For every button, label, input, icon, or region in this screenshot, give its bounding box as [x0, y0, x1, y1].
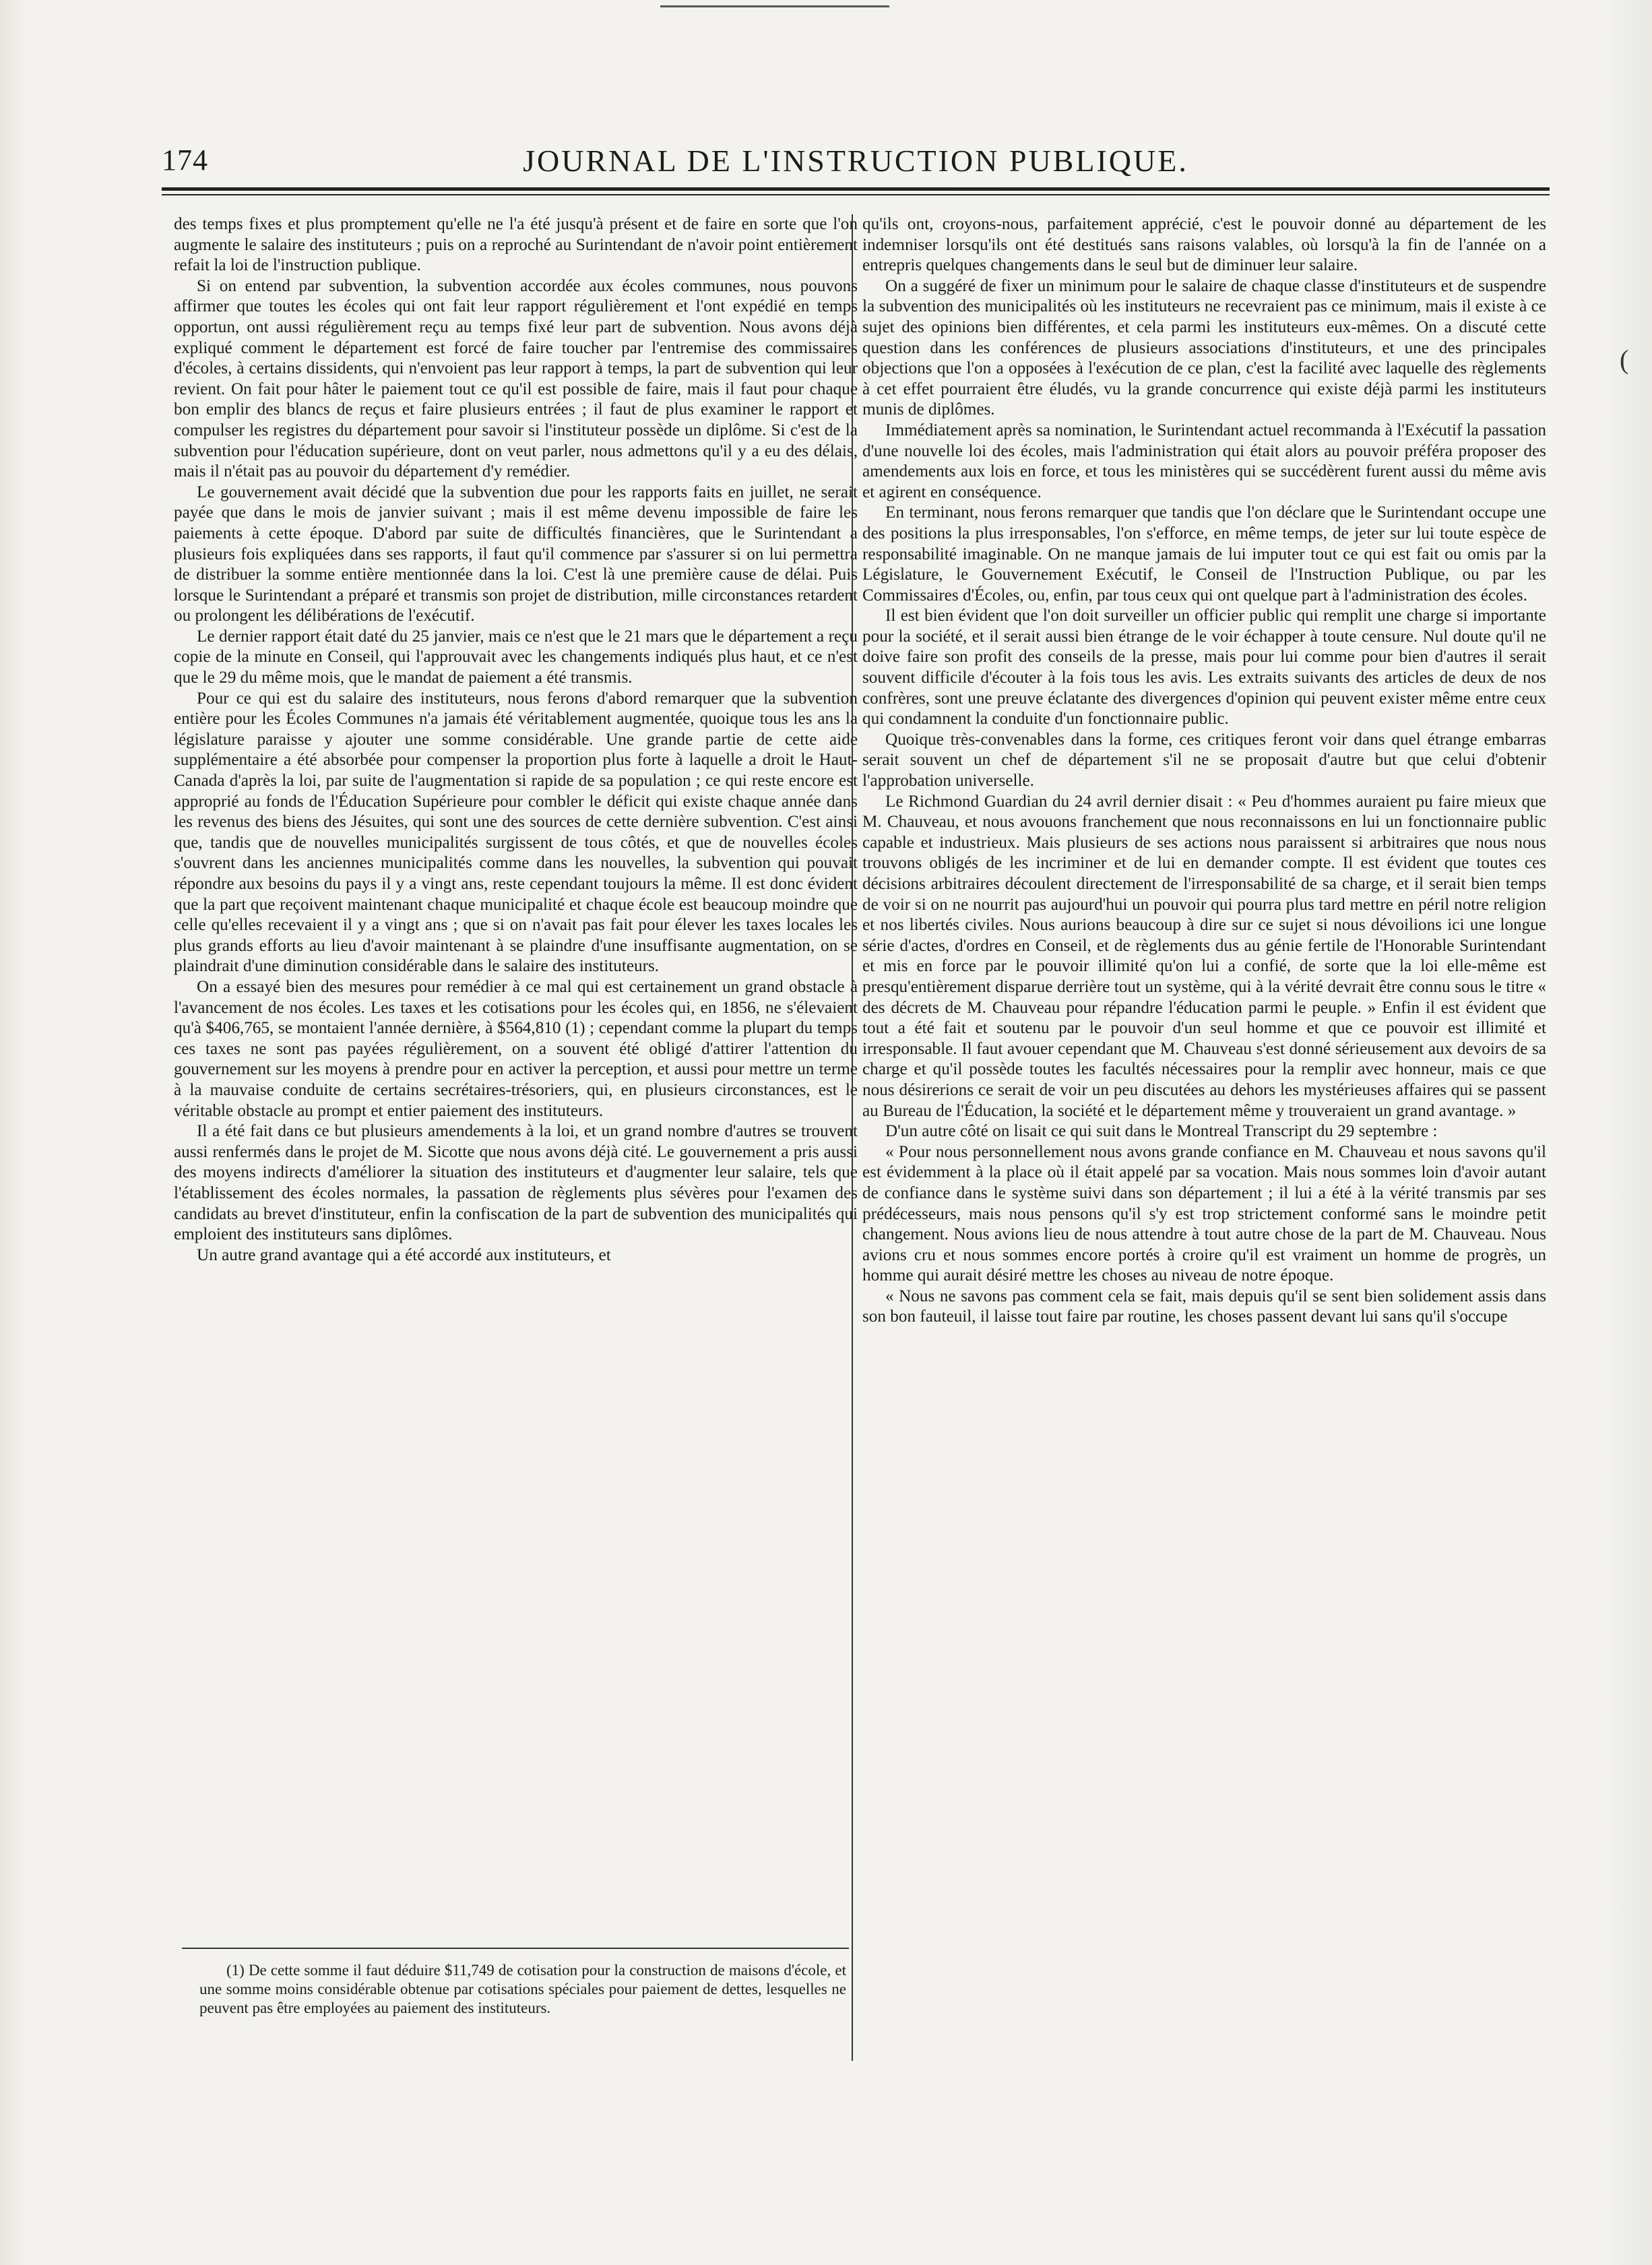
paragraph: Il est bien évident que l'on doit surveiller un officier public qui remplit une charge si importante pour la société, et il serait aussi bien étrange de le voir échapper à toute censure. Nul doute qu'il ne doive faire son profit des conseils de la presse, mais pour lui comme pour bien d'autres il serait souvent difficile d'écouter à la fois tous les avis. Les extraits suivants des articles de deux de nos confrères, sont une preuve éclatante des divergences d'opinion qui peuvent exister même entre ceux qui condamnent la conduite d'un fonctionnaire public. [862, 607, 1546, 728]
paragraph: Le dernier rapport était daté du 25 janvier, mais ce n'est que le 21 mars que le département a reçu copie de la minute en Conseil, qui l'approuvait avec les changements indiqués plus haut, et ce n'est que le 29 du même mois, que le mandat de paiement a été transmis. [174, 627, 858, 687]
footnote: (1) De cette somme il faut déduire $11,749 de cotisation pour la construction de maisons d'école, et une somme moins considérable obtenue par cotisations spéciales pour paiement de dettes, lesquelles ne peuvent pas être employées au paiement des instituteurs. [199, 1962, 846, 2016]
paragraph: D'un autre côté on lisait ce qui suit dans le Montreal Transcript du 29 septembre : [885, 1122, 1438, 1141]
header-double-rule [162, 187, 1550, 195]
paragraph: On a suggéré de fixer un minimum pour le salaire de chaque classe d'instituteurs et de suspendre la subvention des municipalités où les instituteurs ne recevraient pas ce minimum, mais il existe à ce sujet des opinions bien différentes, et cela parmi les instituteurs eux-mêmes. On a discuté cette question dans les conférences de plusieurs associations d'instituteurs, et une des principales objections que l'on a opposées à l'exécution de ce plan, c'est la facilité avec laquelle des règlements à cet effet pourraient être éludés, vu la grande concurrence qui existe déjà parmi les instituteurs munis de diplômes. [862, 276, 1546, 419]
quoted-paragraph: « Pour nous personnellement nous avons grande confiance en M. Chauveau et nous savons qu'il est évidemment à la place où il était appelé par sa vocation. Mais nous sommes loin d'avoir autant de confiance dans le système suivi dans son département ; il lui a été à la vérité transmis par ses prédécesseurs, mais nous pensons qu'il s'y est trop strictement conformé sans le moindre petit changement. Nous avions lieu de nous attendre à tout autre chose de la part de M. Chauveau. Nous avions cru et nous sommes encore portés à croire qu'il est vraiment un homme de progrès, un homme qui aurait désiré mettre les choses au niveau de notre époque. [862, 1142, 1546, 1285]
page-number: 174 [162, 144, 208, 177]
left-column [174, 214, 858, 2074]
paragraph: qu'ils ont, croyons-nous, parfaitement apprécié, c'est le pouvoir donné au département de les indemniser lorsqu'ils ont été destitués sans raisons valables, où lorsqu'à la fin de l'année on a entrepris quelques changements dans le seul but de diminuer leur salaire. [862, 215, 1546, 275]
right-column [862, 214, 1546, 2074]
journal-title: JOURNAL DE L'INSTRUCTION PUBLIQUE. [523, 144, 1188, 178]
top-edge-rule [660, 5, 889, 7]
paragraph: Quoique très-convenables dans la forme, ces critiques feront voir dans quel étrange embarras serait souvent un chef de département s'il ne se proposait d'autre but que celui d'obtenir l'approbation universelle. [862, 730, 1546, 790]
column-divider [852, 214, 853, 2061]
paragraph: des temps fixes et plus promptement qu'elle ne l'a été jusqu'à présent et de faire en sorte que l'on augmente le salaire des instituteurs ; puis on a reproché au Surintendant de n'avoir point entièrement refait la loi de l'instruction publique. [174, 215, 858, 275]
paragraph: Immédiatement après sa nomination, le Surintendant actuel recommanda à l'Exécutif la passation d'une nouvelle loi des écoles, mais l'administration qui était alors au pouvoir préféra proposer des amendements aux lois en force, et tous les ministères qui se succédèrent furent aussi du même avis et agirent en conséquence. [862, 421, 1546, 501]
margin-mark-icon: ( [1620, 344, 1629, 375]
paragraph: En terminant, nous ferons remarquer que tandis que l'on déclare que le Surintendant occupe une des positions la plus irresponsables, l'on s'efforce, en même temps, de jeter sur lui toute espèce de responsabilité imaginable. On ne manque jamais de lui imputer tout ce qui est fait ou omis par la Législature, le Gouvernement Exécutif, le Conseil de l'Instruction Publique, ou par les Commissaires d'Écoles, ou, enfin, par tous ceux qui ont quelque part à l'administration des écoles. [862, 503, 1546, 604]
paragraph: Si on entend par subvention, la subvention accordée aux écoles communes, nous pouvons affirmer que toutes les écoles qui ont fait leur rapport régulièrement et l'ont expédié en temps opportun, ont aussi régulièrement reçu au temps fixé leur part de subvention. Nous avons déjà expliqué comment le département est forcé de faire toucher par l'entremise des commissaires d'écoles, à certains dissidents, qui n'envoient pas leur rapport à temps, la part de subvention qui leur revient. On fait pour hâter le paiement tout ce qu'il est possible de faire, mais il faut pour chaque bon emplir des blancs de reçus et faire plusieurs entrées ; il faut de plus examiner le rapport et compulser les registres du département pour savoir si l'instituteur possède un diplôme. Si c'est de la subvention pour l'éducation supérieure, dont on veut parler, nous admettons qu'il y a eu des délais, mais il n'était pas au pouvoir du département d'y remédier. [174, 276, 858, 481]
footnote-rule [182, 1948, 849, 1949]
paragraph: Pour ce qui est du salaire des instituteurs, nous ferons d'abord remarquer que la subvention entière pour les Écoles Communes n'a jamais été véritablement augmentée, quoique tous les ans la législature paraisse y ajouter une somme considérable. Une grande partie de cette aide supplémentaire a été absorbée pour compenser la proportion plus forte à laquelle a droit le Haut-Canada d'après la loi, par suite de l'augmentation si rapide de sa population ; ce qui reste encore est approprié au fonds de l'Éducation Supérieure pour combler le déficit qui existe chaque année dans les revenus des biens des Jésuites, qui sont une des sources de cette dernière subvention. C'est ainsi que, tandis que de nouvelles municipalités surgissent de tous côtés, et que de nouvelles écoles s'ouvrent dans les anciennes municipalités comme dans les nouvelles, la subvention qui pouvait répondre aux besoins du pays il y a vingt ans, reste cependant toujours la même. Il est donc évident que la part que reçoivent maintenant chaque municipalité et chaque école est beaucoup moindre que celle qu'elles recevaient il y a vingt ans ; que si on n'avait pas fait pour élever les taxes locales les plus grands efforts au lieu d'avoir maintenant à se plaindre d'une insuffisante augmentation, on se plaindrait d'une diminution considérable dans le salaire des instituteurs. [174, 689, 858, 976]
quoted-paragraph: « Nous ne savons pas comment cela se fait, mais depuis qu'il se sent bien solidement assis dans son bon fauteuil, il laisse tout faire par routine, les choses passent devant lui sans qu'il s'occupe [862, 1286, 1546, 1326]
paragraph: Le gouvernement avait décidé que la subvention due pour les rapports faits en juillet, ne serait payée que dans le mois de janvier suivant ; mais il est même devenu impossible de faire les paiements à cette époque. D'abord par suite de difficultés financières, que le Surintendant a plusieurs fois expliquées dans ses rapports, il faut qu'il commence par s'assurer si on lui permettra de distribuer la somme entière mentionnée dans la loi. C'est là une première cause de délai. Puis lorsque le Surintendant a préparé et transmis son projet de distribution, mille circonstances retardent ou prolongent les délibérations de l'exécutif. [174, 483, 858, 625]
paragraph: Il a été fait dans ce but plusieurs amendements à la loi, et un grand nombre d'autres se trouvent aussi renfermés dans le projet de M. Sicotte que nous avons déjà cité. Le gouvernement a pris aussi des moyens indirects d'améliorer la situation des instituteurs et d'augmenter leur salaire, tels que l'établissement des écoles normales, la passation de règlements plus sévères pour l'examen des candidats au brevet d'instituteur, enfin la confiscation de la part de subvention des municipalités qui emploient des instituteurs sans diplômes. [174, 1122, 858, 1244]
paragraph: Le Richmond Guardian du 24 avril dernier disait : « Peu d'hommes auraient pu faire mieux que M. Chauveau, et nous avouons franchement que nous reconnaissons en lui un fonctionnaire public capable et industrieux. Mais plusieurs de ses actions nous paraissent si arbitraires que nous nous trouvons obligés de les incriminer et de lui en demander compte. Il est évident que toutes ces décisions arbitraires découlent directement de l'irresponsabilité de sa charge, et il serait bien temps de voir si on ne nourrit pas aujourd'hui un pouvoir qui pourra plus tard mettre en péril notre religion et nos libertés civiles. Nous aurions beaucoup à dire sur ce sujet si nous dévoilions ici une longue série d'actes, d'ordres en Conseil, et de règlements dus au génie fertile de l'Honorable Surintendant et mis en force par le pouvoir illimité qu'on lui a confié, de sorte que la loi elle-même est presqu'entièrement disparue derrière tout un système, qui à la vérité devrait être connu sous le titre « des décrets de M. Chauveau pour répandre l'éducation parmi le peuple. » Enfin il est évident que tout a été fait et soutenu par le pouvoir d'un seul homme et que ce pouvoir est illimité et irresponsable. Il faut avouer cependant que M. Chauveau s'est donné sérieusement aux devoirs de sa charge et qu'il possède toutes les facultés nécessaires pour la remplir avec honneur, mais ce que nous désirerions ce serait de voir un peu discutées au dehors les mystérieuses affaires qui se passent au Bureau de l'Éducation, la société et le département même y trouveraient un grand avantage. » [862, 792, 1546, 1120]
page-header [162, 143, 1550, 183]
paragraph: On a essayé bien des mesures pour remédier à ce mal qui est certainement un grand obstacle à l'avancement de nos écoles. Les taxes et les cotisations pour les écoles qui, en 1856, ne s'élevaient qu'à $406,765, se montaient l'année dernière, à $564,810 (1) ; cependant comme la plupart du temps ces taxes ne sont pas payées régulièrement, on a souvent été obligé d'attirer l'attention du gouvernement sur les moyens à prendre pour en activer la perception, et aussi pour mettre un terme à la mauvaise conduite de certains secrétaires-trésoriers, qui, en plusieurs circonstances, est le véritable obstacle au prompt et entier paiement des instituteurs. [174, 977, 858, 1120]
paragraph: Un autre grand avantage qui a été accordé aux instituteurs, et [197, 1245, 611, 1264]
